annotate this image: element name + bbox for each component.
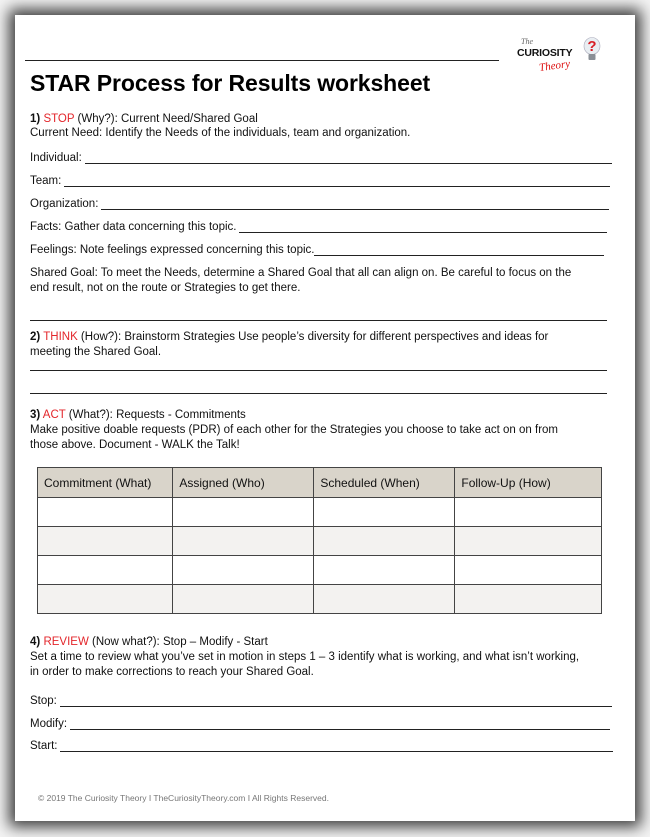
commitment-cell[interactable]: [38, 556, 173, 585]
feelings-input-line[interactable]: [314, 243, 604, 256]
modify-field[interactable]: [30, 717, 610, 730]
assigned-cell[interactable]: [173, 556, 314, 585]
think-heading-text: (How?): Brainstorm Strategies Use people’s diversity for different perspectives and ideas for: [77, 331, 549, 343]
modify-input-line[interactable]: [70, 717, 610, 730]
team-input-line[interactable]: [64, 174, 610, 187]
review-number: 4): [30, 636, 41, 648]
scheduled-cell[interactable]: [314, 556, 455, 585]
stop-keyword: STOP: [43, 113, 75, 125]
commitment-cell[interactable]: [38, 498, 173, 527]
review-description-2: in order to make corrections to reach your Shared Goal.: [30, 666, 314, 678]
table-row: [38, 556, 602, 585]
think-line-1[interactable]: [30, 370, 607, 371]
think-line-2[interactable]: [30, 393, 607, 394]
act-number: 3): [30, 409, 41, 421]
logo-theory: Theory: [538, 57, 571, 75]
act-heading: [30, 408, 246, 423]
shared-goal-text-2: end result, not on the route or Strategies to get there.: [30, 282, 301, 294]
stop-input-line[interactable]: [60, 694, 612, 707]
individual-label: Individual:: [30, 152, 82, 164]
facts-label: Facts: Gather data concerning this topic.: [30, 221, 237, 233]
stop-number: 1): [30, 113, 41, 125]
organization-input-line[interactable]: [101, 197, 609, 210]
curiosity-theory-logo: [513, 35, 613, 95]
follow-up-cell[interactable]: [455, 585, 602, 614]
table-row: [38, 585, 602, 614]
organization-label: Organization:: [30, 198, 99, 210]
assigned-cell[interactable]: [173, 585, 314, 614]
table-row: [38, 498, 602, 527]
stop-heading-text: (Why?): Current Need/Shared Goal: [74, 113, 258, 125]
copyright-footer: © 2019 The Curiosity Theory I TheCuriosityTheory.com I All Rights Reserved.: [38, 793, 329, 803]
current-need-intro: Current Need: Identify the Needs of the individuals, team and organization.: [30, 127, 411, 139]
facts-input-line[interactable]: [239, 220, 607, 233]
name-line[interactable]: [25, 60, 499, 61]
commitment-cell[interactable]: [38, 527, 173, 556]
team-field[interactable]: [30, 174, 610, 187]
follow-up-cell[interactable]: [455, 527, 602, 556]
modify-label: Modify:: [30, 718, 68, 730]
feelings-label: Feelings: Note feelings expressed concerning this topic.: [30, 244, 315, 256]
logo-the: The: [521, 37, 533, 46]
shared-goal-line[interactable]: [30, 320, 607, 321]
follow-up-cell[interactable]: [455, 498, 602, 527]
scheduled-cell[interactable]: [314, 585, 455, 614]
page-title: STAR Process for Results worksheet: [30, 70, 431, 96]
start-field[interactable]: [30, 739, 613, 752]
scheduled-cell[interactable]: [314, 498, 455, 527]
column-header-scheduled: Scheduled (When): [314, 468, 455, 498]
table-row: [38, 527, 602, 556]
svg-text:?: ?: [587, 38, 597, 55]
team-label: Team:: [30, 175, 62, 187]
stop-heading: [30, 112, 258, 127]
act-keyword: ACT: [42, 409, 66, 421]
commitment-cell[interactable]: [38, 585, 173, 614]
individual-field[interactable]: [30, 151, 612, 164]
review-keyword: REVIEW: [43, 636, 89, 648]
feelings-field[interactable]: [30, 243, 604, 256]
act-description-1: Make positive doable requests (PDR) of each other for the Strategies you choose to take act on on from: [30, 424, 559, 436]
review-description-1: Set a time to review what you’ve set in motion in steps 1 – 3 identify what is working, and what isn’t working,: [30, 651, 580, 663]
think-heading-line2: meeting the Shared Goal.: [30, 346, 162, 358]
review-heading: [30, 635, 268, 650]
organization-field[interactable]: [30, 197, 609, 210]
assigned-cell[interactable]: [173, 527, 314, 556]
column-header-commitment: Commitment (What): [38, 468, 173, 498]
worksheet-page: [15, 15, 635, 821]
column-header-follow-up: Follow-Up (How): [455, 468, 602, 498]
think-keyword: THINK: [43, 331, 78, 343]
individual-input-line[interactable]: [85, 151, 612, 164]
start-label: Start:: [30, 740, 58, 752]
lightbulb-question-icon: [583, 37, 601, 63]
stop-field[interactable]: [30, 694, 612, 707]
follow-up-cell[interactable]: [455, 556, 602, 585]
assigned-cell[interactable]: [173, 498, 314, 527]
start-input-line[interactable]: [60, 739, 613, 752]
commitments-table: [37, 467, 602, 614]
shared-goal-text-1: Shared Goal: To meet the Needs, determine a Shared Goal that all can align on. Be careful to focus on the: [30, 267, 572, 279]
table-header-row: [38, 468, 602, 498]
stop-label: Stop:: [30, 695, 57, 707]
column-header-assigned: Assigned (Who): [173, 468, 314, 498]
scheduled-cell[interactable]: [314, 527, 455, 556]
act-heading-text: (What?): Requests - Commitments: [65, 409, 246, 421]
logo-curiosity: CURIOSITY: [517, 47, 573, 59]
act-description-2: those above. Document - WALK the Talk!: [30, 439, 240, 451]
think-heading: [30, 330, 548, 345]
think-number: 2): [30, 331, 41, 343]
facts-field[interactable]: [30, 220, 607, 233]
review-heading-text: (Now what?): Stop – Modify - Start: [88, 636, 268, 648]
